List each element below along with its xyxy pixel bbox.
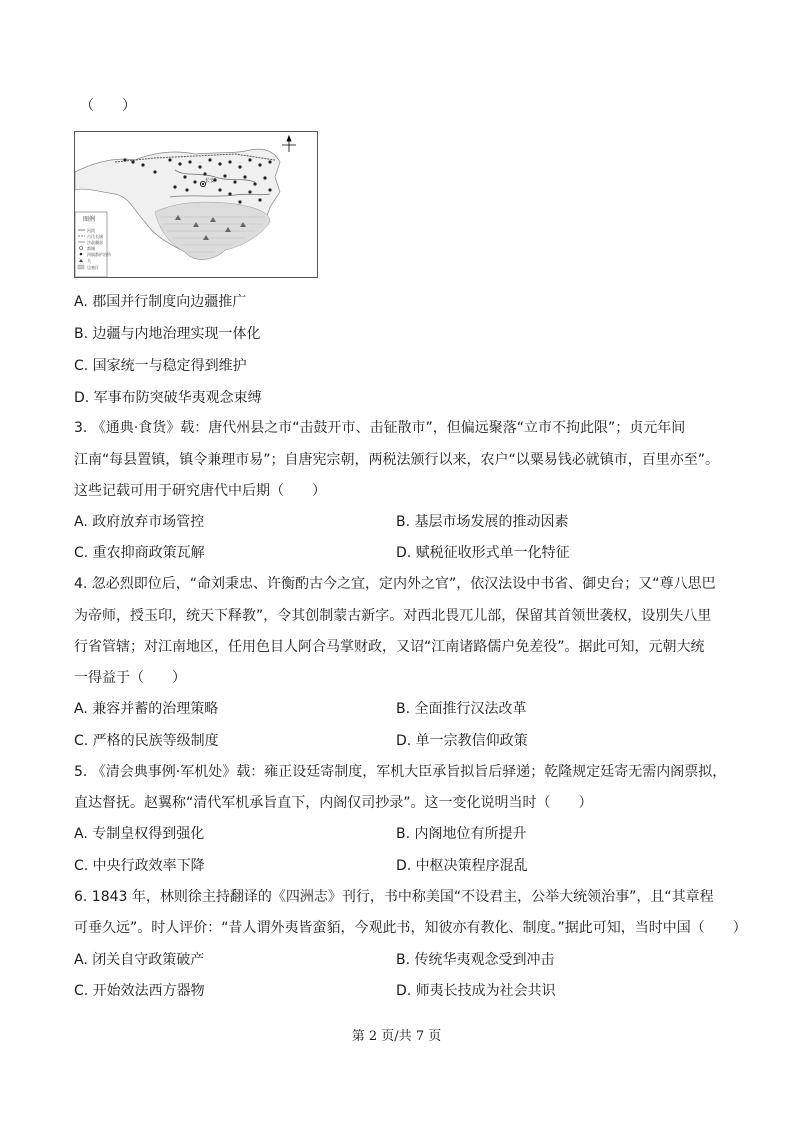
legend-title: 图例 bbox=[83, 216, 96, 223]
legend-item-wall: 古代长城 bbox=[87, 234, 103, 239]
legend-item-frontier: 边塞区 bbox=[87, 265, 99, 270]
q4-text-line-1: 4. 忽必烈即位后，“命刘秉忠、许衡酌古今之宜，定内外之官”，依汉法设中书省、御史台；又“尊八思巴 bbox=[74, 576, 716, 592]
legend-item-garrison: 四镇都护治所 bbox=[87, 252, 111, 257]
q3-option-c[interactable]: C. 重农抑商政策瓦解 bbox=[74, 545, 205, 561]
q6-option-b[interactable]: B. 传统华夷观念受到冲击 bbox=[396, 952, 555, 968]
q4-option-c[interactable]: C. 严格的民族等级制度 bbox=[74, 733, 219, 749]
q5-option-d[interactable]: D. 中枢决策程序混乱 bbox=[396, 858, 528, 874]
q2-option-d[interactable]: D. 军事布防突破华夷观念束缚 bbox=[74, 390, 262, 406]
q6-option-c[interactable]: C. 开始效法西方器物 bbox=[74, 983, 205, 999]
map-drawing bbox=[75, 132, 317, 277]
q5-option-a[interactable]: A. 专制皇权得到强化 bbox=[74, 826, 205, 842]
q2-option-b[interactable]: B. 边疆与内地治理实现一体化 bbox=[74, 326, 261, 342]
q5-text-line-1: 5. 《清会典事例·军机处》载：雍正设廷寄制度，军机大臣承旨拟旨后驿递；乾隆规定廷寄无需内阁票拟， bbox=[74, 764, 727, 780]
q6-option-a[interactable]: A. 闭关自守政策破产 bbox=[74, 952, 205, 968]
legend-item-border: 法政疆界 bbox=[87, 240, 103, 245]
q6-text-line-2: 可垂久远”。时人评价：“昔人谓外夷皆蛮貊，今观此书，知彼亦有教化、制度。”据此可知，当时中国（ ） bbox=[74, 920, 747, 936]
q2-option-c[interactable]: C. 国家统一与稳定得到维护 bbox=[74, 358, 247, 374]
q3-text-line-1: 3. 《通典·食货》载：唐代州县之市“击鼓开市、击钲散市”，但偏远聚落“立市不拘此限”；贞元年间 bbox=[74, 420, 686, 436]
tang-map-figure bbox=[74, 131, 318, 278]
q5-option-c[interactable]: C. 中央行政效率下降 bbox=[74, 858, 205, 874]
q5-option-b[interactable]: B. 内阁地位有所提升 bbox=[396, 826, 527, 842]
q4-option-b[interactable]: B. 全面推行汉法改革 bbox=[396, 701, 527, 717]
legend-item-capital: 都城 bbox=[87, 246, 95, 251]
legend-item-river: 河流 bbox=[87, 228, 95, 233]
q6-option-d[interactable]: D. 师夷长技成为社会共识 bbox=[396, 983, 556, 999]
q4-option-a[interactable]: A. 兼容并蓄的治理策略 bbox=[74, 701, 219, 717]
map-city-label: 长安 bbox=[205, 178, 216, 184]
q3-option-a[interactable]: A. 政府放弃市场管控 bbox=[74, 514, 205, 530]
q4-text-line-2: 为帝师，授玉印，统天下释教”，令其创制蒙古新字。对西北畏兀儿部，保留其首领世袭权，设別失八里 bbox=[74, 608, 712, 624]
q4-text-line-3: 行省管辖；对江南地区，任用色目人阿合马掌财政，又诏“江南诸路儒户免差役”。据此可知，元朝大统 bbox=[74, 639, 705, 655]
legend-item-pass: 关 bbox=[87, 258, 91, 263]
q3-text-line-2: 江南“每县置镇，镇令兼理市易”；自唐宪宗朝，两税法颁行以来，农户“以粟易钱必就镇市，百里亦至”。 bbox=[74, 452, 720, 468]
q4-text-line-4: 一得益于（ ） bbox=[74, 670, 186, 686]
q3-text-line-3: 这些记载可用于研究唐代中后期（ ） bbox=[74, 483, 326, 499]
answer-paren: （ ） bbox=[80, 98, 136, 114]
q3-option-d[interactable]: D. 赋税征收形式单一化特征 bbox=[396, 545, 570, 561]
q2-option-a[interactable]: A. 郡国并行制度向边疆推广 bbox=[74, 294, 247, 310]
q3-option-b[interactable]: B. 基层市场发展的推动因素 bbox=[396, 514, 569, 530]
q5-text-line-2: 直达督抚。赵翼称“清代军机承旨直下，内阁仅司抄录”。这一变化说明当时（ ） bbox=[74, 795, 593, 811]
q6-text-line-1: 6. 1843 年，林则徐主持翻译的《四洲志》刊行，书中称美国“不设君主，公举大统领治事”，且“其章程 bbox=[74, 889, 714, 905]
page-number-footer: 第 2 页/共 7 页 bbox=[351, 1029, 442, 1044]
q4-option-d[interactable]: D. 单一宗教信仰政策 bbox=[396, 733, 528, 749]
